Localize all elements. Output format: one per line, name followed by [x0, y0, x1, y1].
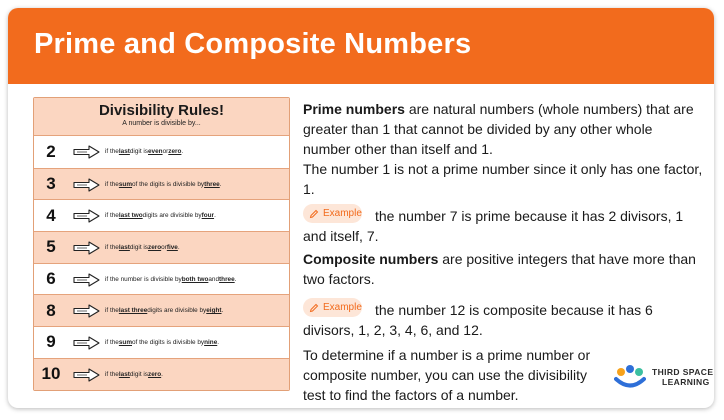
- rule-row: [34, 263, 289, 295]
- rule-phrase: of the digits is divisible by: [132, 338, 205, 346]
- arrow-right-icon: [73, 178, 100, 192]
- rule-keyword: last: [118, 243, 130, 251]
- rule-phrase: digits are divisible by: [147, 307, 207, 315]
- arrow-right-icon: [73, 145, 100, 159]
- rule-phrase: or: [161, 243, 167, 251]
- third-space-learning-logo: [614, 364, 714, 390]
- divisibility-rules-panel: [33, 97, 290, 391]
- rule-row: [34, 168, 289, 200]
- rule-phrase: .: [214, 212, 216, 220]
- rule-keyword: zero: [148, 243, 162, 251]
- logo-line-1: THIRD SPACE: [652, 367, 714, 377]
- rule-keyword: four: [201, 212, 215, 220]
- rule-phrase: .: [161, 370, 163, 378]
- rule-keyword: sum: [118, 338, 132, 346]
- rule-phrase: .: [234, 275, 237, 283]
- logo-text: [652, 367, 713, 387]
- arrow-right-icon: [73, 336, 100, 350]
- rule-phrase: .: [181, 148, 184, 156]
- rule-keyword: three: [204, 180, 220, 188]
- prime-example: the number 7 is prime because it has 2 divisors, 1 and itself, 7.: [303, 208, 684, 244]
- closing-paragraph: To determine if a number is a prime number or composite number, you can use the divisibility test to find the factors of a number.: [303, 347, 591, 403]
- rule-number: 10: [41, 364, 61, 384]
- rule-phrase: and: [208, 275, 220, 283]
- rule-keyword: zero: [148, 370, 162, 378]
- arrow-right-icon: [73, 304, 100, 318]
- rule-phrase: if the: [105, 370, 119, 378]
- composite-term: Composite numbers: [303, 251, 439, 267]
- logo-line-2: LEARNING: [662, 377, 710, 387]
- rules-subtitle: A number is divisible by...: [122, 120, 201, 127]
- rule-keyword: last two: [118, 212, 143, 220]
- rule-keyword: last three: [118, 307, 148, 315]
- rule-number: 5: [46, 237, 56, 257]
- rule-keyword: nine: [204, 338, 218, 346]
- rule-row: [34, 326, 289, 358]
- logo-mark-icon: [614, 364, 646, 390]
- rule-phrase: if the number is divisible by: [105, 275, 182, 283]
- rule-phrase: or: [162, 148, 169, 156]
- rule-row: [34, 358, 289, 390]
- rule-keyword: three: [219, 275, 235, 283]
- one-note: The number 1 is not a prime number since it only has one factor, 1.: [303, 161, 703, 197]
- rule-phrase: if the: [105, 307, 119, 315]
- rule-phrase: if the: [105, 243, 119, 251]
- rule-row: [34, 199, 289, 231]
- rule-text: [105, 200, 216, 231]
- rule-number: 8: [46, 300, 56, 320]
- rule-phrase: if the: [105, 180, 119, 188]
- rule-phrase: .: [177, 243, 180, 251]
- rule-keyword: eight: [206, 307, 222, 315]
- rule-text: [105, 295, 223, 326]
- rule-number: 2: [46, 141, 56, 161]
- rule-phrase: .: [221, 307, 224, 315]
- rules-list: [34, 136, 289, 390]
- rule-number: 9: [46, 332, 56, 352]
- example-label: Example: [323, 207, 362, 219]
- rule-row: [34, 136, 289, 168]
- arrow-right-icon: [73, 368, 100, 382]
- rule-text: [105, 232, 180, 263]
- prime-definition: [303, 99, 703, 159]
- rule-phrase: if the: [105, 338, 119, 346]
- prime-term: Prime numbers: [303, 101, 405, 117]
- rule-text: [105, 359, 163, 390]
- rule-phrase: digit is: [129, 148, 148, 156]
- rule-phrase: digit is: [129, 370, 148, 378]
- example-label: Example: [323, 301, 362, 313]
- composite-definition: [303, 249, 703, 289]
- rule-phrase: .: [217, 338, 220, 346]
- rule-keyword: zero: [168, 148, 182, 156]
- composite-definition-text: are positive integers that have more than two factors.: [303, 251, 696, 287]
- rule-keyword: even: [148, 148, 163, 156]
- rule-keyword: both two: [181, 275, 209, 283]
- rule-keyword: five: [166, 243, 178, 251]
- prime-definition-text: are natural numbers (whole numbers) that are greater than 1 that cannot be divided by any other whole number other than itself and 1.: [303, 101, 694, 157]
- rule-text: [105, 136, 183, 168]
- arrow-right-icon: [73, 209, 100, 223]
- page-title: Prime and Composite Numbers: [34, 28, 472, 60]
- lesson-card: [8, 8, 714, 408]
- rule-text: [105, 264, 236, 295]
- rule-number: 3: [46, 174, 56, 194]
- rule-phrase: if the: [105, 148, 119, 156]
- rule-text: [105, 169, 222, 200]
- rule-keyword: last: [118, 148, 130, 156]
- rules-title: Divisibility Rules!: [98, 102, 225, 119]
- rule-phrase: .: [219, 180, 222, 188]
- rules-header: [34, 98, 289, 136]
- rule-phrase: of the digits is divisible by: [132, 180, 205, 188]
- arrow-right-icon: [73, 241, 100, 255]
- composite-example: the number 12 is composite because it has 6 divisors, 1, 2, 3, 4, 6, and 12.: [303, 302, 653, 338]
- title-banner: [8, 8, 714, 84]
- rule-phrase: digits are divisible by: [142, 212, 202, 220]
- arrow-right-icon: [73, 273, 100, 287]
- rule-phrase: if the: [105, 212, 119, 220]
- rule-keyword: sum: [118, 180, 132, 188]
- rule-text: [105, 327, 219, 358]
- rule-number: 4: [46, 205, 56, 225]
- rule-row: [34, 294, 289, 326]
- rule-row: [34, 231, 289, 263]
- rule-keyword: last: [118, 370, 130, 378]
- rule-number: 6: [46, 269, 56, 289]
- rule-phrase: digit is: [129, 243, 148, 251]
